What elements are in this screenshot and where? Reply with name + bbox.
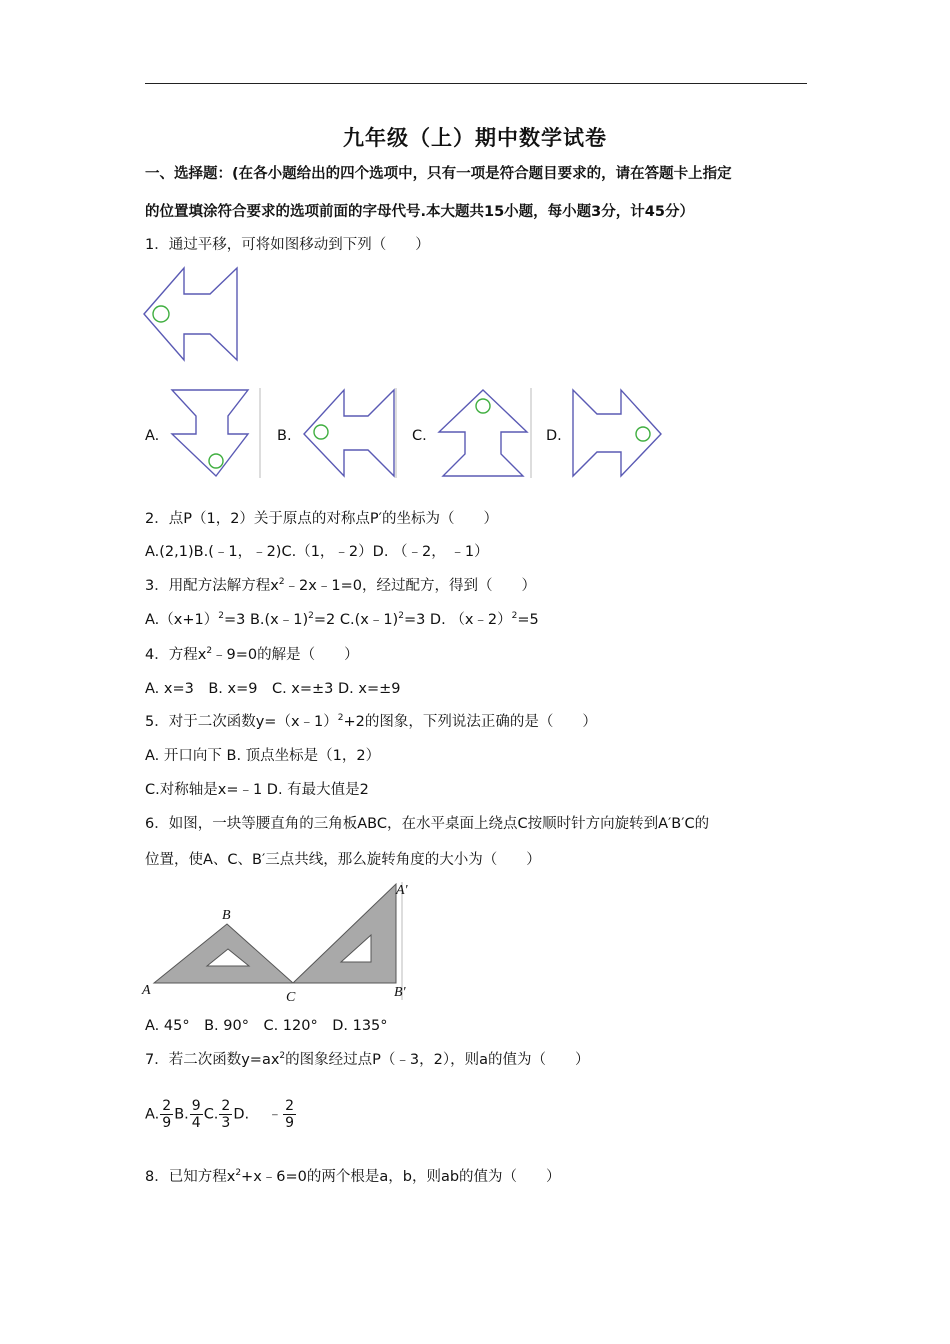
q4-stem: 4．方程$x^2﹣9=0$的解是（ ） xyxy=(145,646,359,663)
q5-options-line1: A. 开口向下 B. 顶点坐标是（1，2） xyxy=(145,748,381,764)
q1-stem: 1．通过平移，可将如图移动到下列（ ） xyxy=(145,237,430,253)
q1-option-c-figure xyxy=(437,388,533,480)
q1-option-b-figure xyxy=(302,388,398,480)
q6-label-b-prime: B' xyxy=(394,985,406,1000)
q6-label-b: B xyxy=(222,908,231,923)
q6-stem-line2: 位置，使A、C、B′三点共线，那么旋转角度的大小为（ ） xyxy=(145,852,541,868)
q5-stem: 5．对于二次函数y=（x﹣1）$^2$+2的图象，下列说法正确的是（ ） xyxy=(145,713,597,730)
q1-option-d-figure xyxy=(571,388,665,480)
q1-option-d-label: D. xyxy=(546,428,562,444)
q6-options: A. 45° B. 90° C. 120° D. 135° xyxy=(145,1018,388,1034)
q7-frac-a: $\frac{2}{9}$ xyxy=(162,1098,172,1131)
q1-option-c-label: C. xyxy=(412,428,427,444)
q5-options-line2: C.对称轴是x=﹣1 D. 有最大值是2 xyxy=(145,782,369,798)
q1-option-b-label: B. xyxy=(277,428,292,444)
q3-options: $A.(x+1)^2=3$ B.(x﹣1)$^2$=2 C.(x﹣1)$^2$=3 D. （x﹣2）$^2$=5 xyxy=(145,611,539,628)
page-title: 九年级（上）期中数学试卷 xyxy=(343,126,607,150)
q3-stem: 3．用配方法解方程$x^2﹣2x﹣1=0$，经过配方，得到（ ） xyxy=(145,577,536,594)
q7-stem: 7．若二次函数$y=ax^2$的图象经过点P（﹣3，2），则a的值为（ ） xyxy=(145,1051,590,1068)
q2-options: A.(2,1)B.(﹣1，﹣2)C.（1，﹣2）D. （﹣2， ﹣1） xyxy=(145,544,489,560)
q1-option-a-label: A. xyxy=(145,428,160,444)
q6-label-a: A xyxy=(142,983,151,998)
q6-label-c: C xyxy=(286,990,296,1005)
q6-label-a-prime: A' xyxy=(396,883,408,898)
q6-triangle-figure xyxy=(140,880,420,1008)
q4-options: A. x=3 B. x=9 C. x=±3 D. x=±9 xyxy=(145,681,401,697)
section-intro-line2: 的位置填涂符合要求的选项前面的字母代号.本大题共15小题，每小题3分，计45分） xyxy=(145,204,694,220)
q7-options: A. $\frac{2}{9}$ B. $\frac{9}{4}$ C. $\frac{2}{3}$ D. ﹣ $\frac{2}{9}$ xyxy=(145,1098,294,1131)
q8-stem: 8．已知方程$x^2+x﹣6=0$的两个根是a，b，则ab的值为（ ） xyxy=(145,1168,561,1185)
q2-stem: 2．点P（1，2）关于原点的对称点P′的坐标为（ ） xyxy=(145,511,498,527)
q7-frac-c: $\frac{2}{3}$ xyxy=(221,1098,231,1131)
q1-option-a-figure xyxy=(170,388,262,480)
header-rule xyxy=(145,83,807,84)
q7-frac-b: $\frac{9}{4}$ xyxy=(191,1098,201,1131)
section-intro-line1: 一、选择题：(在各小题给出的四个选项中，只有一项是符合题目要求的，请在答题卡上指定 xyxy=(145,166,732,182)
q1-main-figure xyxy=(142,266,242,362)
q7-frac-d: $\frac{2}{9}$ xyxy=(285,1098,294,1131)
q6-stem-line1: 6．如图，一块等腰直角的三角板ABC，在水平桌面上绕点C按顺时针方向旋转到A′B′C的 xyxy=(145,816,710,832)
